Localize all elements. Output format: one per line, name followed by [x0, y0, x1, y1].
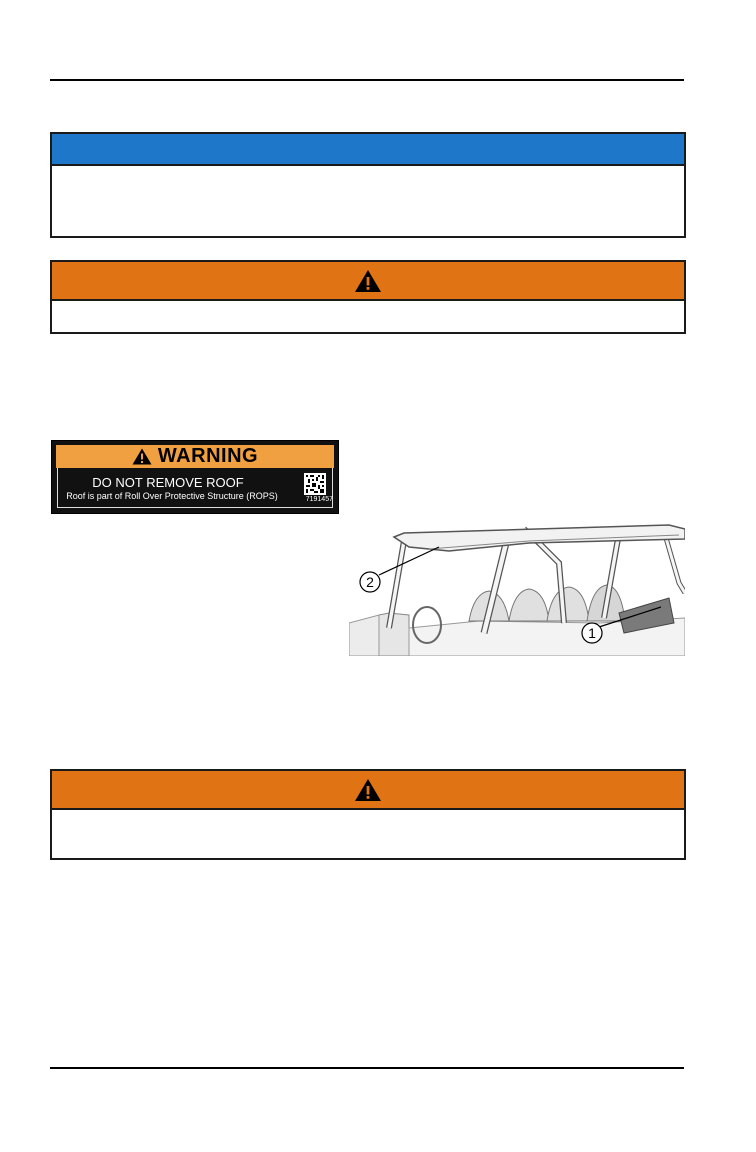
warning-triangle-icon [354, 269, 382, 293]
warning-body [52, 810, 684, 858]
notice-body [52, 166, 684, 236]
decal-warning-triangle-icon [132, 448, 152, 465]
decal-line2: Roof is part of Roll Over Protective Structure (ROPS) [66, 491, 278, 501]
callout-1-label: 1 [588, 625, 596, 641]
warning-header-bar [52, 771, 684, 810]
warning-decal [51, 440, 339, 514]
notice-box [50, 132, 686, 238]
notice-header-bar [52, 134, 684, 166]
warning-header-bar [52, 262, 684, 301]
decal-header [56, 445, 334, 468]
warning-box [50, 260, 686, 334]
rops-illustration [349, 523, 685, 656]
footer-rule [50, 1067, 684, 1069]
header-rule [50, 79, 684, 81]
decal-title: WARNING [157, 445, 259, 467]
decal-qr-code-icon [304, 473, 326, 495]
warning-body [52, 301, 684, 332]
callout-2-label: 2 [366, 574, 374, 590]
decal-part-number: 7191457 [305, 496, 333, 503]
warning-box [50, 769, 686, 860]
decal-line1: DO NOT REMOVE ROOF [92, 475, 244, 490]
warning-triangle-icon [354, 778, 382, 802]
